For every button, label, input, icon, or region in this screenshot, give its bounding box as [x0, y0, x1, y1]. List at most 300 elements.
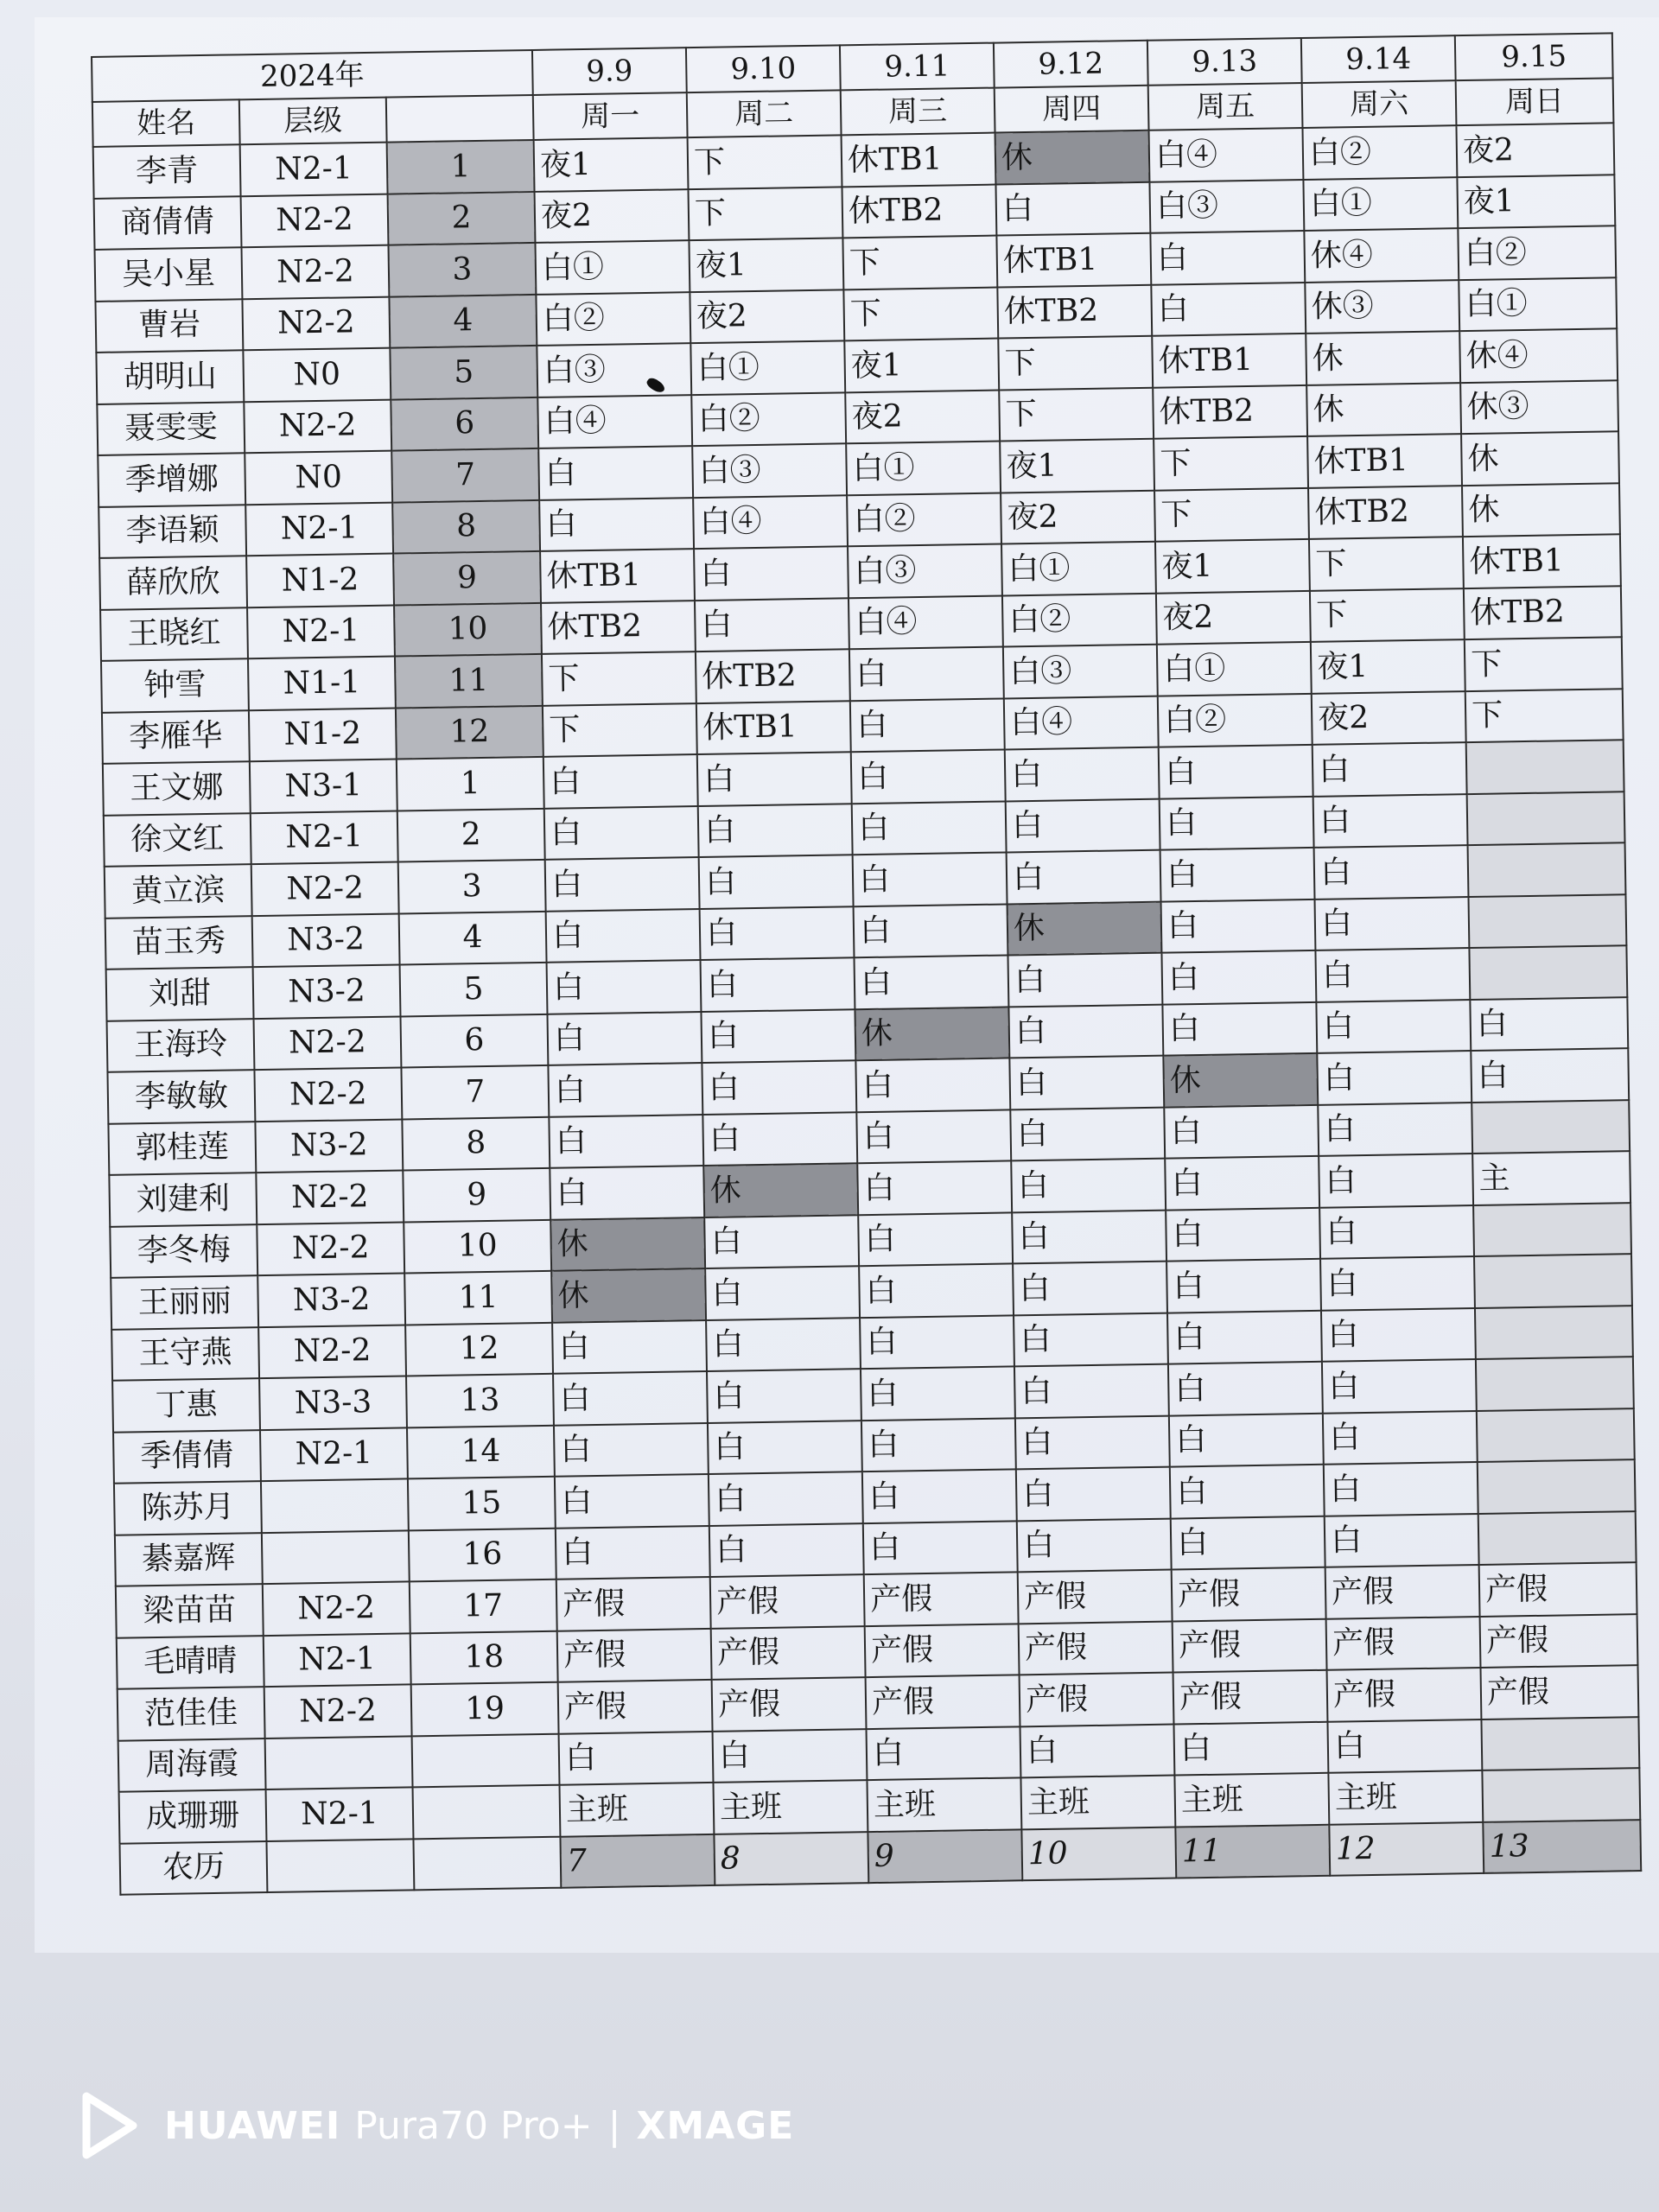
- shift-cell: 夜2: [1156, 590, 1311, 644]
- shift-cell: 产假: [866, 1675, 1020, 1728]
- shift-cell: 夜1: [1000, 439, 1154, 493]
- shift-cell: 夜2: [845, 390, 1000, 443]
- staff-number-cell: 12: [405, 1322, 553, 1376]
- shift-cell: 白: [1324, 1462, 1478, 1516]
- staff-number-cell: 11: [404, 1271, 552, 1325]
- shift-cell: 夜2: [1456, 123, 1614, 176]
- shift-cell: 产假: [1480, 1614, 1638, 1668]
- shift-cell: 白: [1007, 953, 1162, 1007]
- shift-cell: 白: [1150, 231, 1305, 284]
- shift-cell: 下: [842, 236, 997, 289]
- date-header: 9.9: [532, 48, 687, 95]
- shift-cell: 休: [1461, 431, 1619, 485]
- shift-cell: 白: [859, 1263, 1014, 1317]
- staff-number-cell: 6: [400, 1014, 548, 1067]
- shift-cell: 白: [1015, 1415, 1170, 1469]
- shift-cell: 白: [1315, 948, 1470, 1001]
- shift-cell: 夜1: [534, 137, 689, 191]
- staff-level-cell: N3-2: [255, 1119, 403, 1173]
- shift-cell: 白②: [1158, 693, 1313, 747]
- shift-cell: 休③: [1305, 280, 1459, 334]
- shift-cell: 休: [1306, 331, 1460, 385]
- staff-name-cell: 钟雪: [101, 658, 249, 712]
- staff-number-cell: 18: [410, 1630, 558, 1684]
- shift-cell: 白: [699, 855, 854, 908]
- shift-cell: [1467, 791, 1625, 845]
- shift-cell: 产假: [710, 1574, 865, 1628]
- name-column-header: 姓名: [92, 99, 240, 147]
- staff-name-cell: 苗玉秀: [105, 916, 253, 969]
- shift-cell: 产假: [1020, 1673, 1174, 1726]
- shift-cell: 下: [542, 652, 696, 705]
- staff-name-cell: 黄立滨: [105, 864, 252, 918]
- staff-number-cell: [413, 1785, 561, 1839]
- staff-level-cell: N2-1: [251, 810, 398, 864]
- staff-level-cell: N1-1: [248, 657, 396, 710]
- shift-cell: 白: [849, 646, 1004, 700]
- number-column-header: [386, 95, 534, 143]
- staff-number-cell: 9: [393, 551, 541, 605]
- shift-cell: 白: [704, 1215, 859, 1268]
- shift-cell: 白①: [1157, 642, 1312, 696]
- shift-cell: 下: [688, 135, 842, 188]
- date-header: 9.10: [686, 45, 841, 92]
- lunar-day-cell: 9: [868, 1829, 1022, 1883]
- shift-cell: 白: [853, 852, 1007, 906]
- shift-cell: 白: [1161, 950, 1316, 1004]
- staff-level-cell: N2-2: [263, 1581, 410, 1635]
- shift-cell: 白: [1165, 1156, 1319, 1210]
- shift-cell: 白: [1008, 1004, 1163, 1058]
- shift-cell: 白: [1170, 1465, 1325, 1518]
- shift-cell: 白: [1325, 1513, 1479, 1567]
- staff-name-cell: 季倩倩: [113, 1430, 261, 1484]
- shift-cell: 下: [843, 287, 998, 340]
- staff-number-cell: 5: [390, 346, 537, 399]
- shift-cell: 主班: [559, 1783, 714, 1836]
- staff-number-cell: 13: [406, 1374, 554, 1427]
- shift-cell: 主班: [713, 1780, 868, 1834]
- shift-cell: 白: [1470, 997, 1628, 1051]
- staff-name-cell: 陈苏月: [114, 1481, 262, 1535]
- staff-level-cell: N2-2: [251, 862, 399, 916]
- staff-level-cell: N2-2: [257, 1222, 404, 1275]
- shift-cell: 白②: [1302, 125, 1457, 179]
- staff-number-cell: 15: [408, 1477, 556, 1530]
- shift-cell: 白: [709, 1471, 863, 1525]
- shift-cell: [1482, 1768, 1640, 1821]
- shift-cell: 白: [707, 1369, 861, 1422]
- shift-cell: 下: [543, 703, 697, 757]
- shift-cell: 白: [543, 754, 698, 808]
- staff-level-cell: [265, 1736, 413, 1789]
- shift-cell: 白: [1005, 747, 1160, 801]
- shift-cell: 夜2: [535, 189, 690, 243]
- staff-level-cell: [261, 1478, 409, 1532]
- date-header: 9.14: [1301, 35, 1456, 83]
- staff-number-cell: 17: [410, 1580, 557, 1633]
- staff-name-cell: 刘建利: [109, 1173, 257, 1226]
- staff-name-cell: 成珊珊: [119, 1789, 267, 1843]
- shift-cell: 产假: [1019, 1621, 1173, 1675]
- shift-cell: 产假: [1018, 1570, 1173, 1624]
- shift-cell: 白④: [849, 595, 1003, 649]
- shift-cell: 白: [545, 857, 700, 911]
- shift-cell: 白: [854, 955, 1008, 1008]
- shift-cell: 白: [1167, 1310, 1322, 1363]
- staff-level-cell: N0: [245, 451, 392, 505]
- staff-name-cell: 王丽丽: [111, 1275, 258, 1329]
- shift-cell: 主班: [867, 1777, 1021, 1831]
- shift-cell: 产假: [1479, 1562, 1637, 1616]
- shift-cell: 白②: [847, 493, 1001, 546]
- shift-cell: 白③: [1003, 645, 1158, 698]
- shift-cell: 白④: [693, 495, 848, 549]
- lunar-day-cell: 7: [560, 1834, 715, 1887]
- staff-name-cell: 薛欣欣: [99, 556, 247, 609]
- shift-cell: 白: [1318, 1103, 1472, 1156]
- shift-cell: 白: [1014, 1364, 1169, 1418]
- weekday-header: 周六: [1302, 80, 1457, 128]
- empty-cell: [413, 1836, 561, 1890]
- shift-cell: 白: [544, 806, 699, 860]
- shift-cell: 白: [862, 1469, 1017, 1522]
- staff-level-cell: N2-2: [242, 296, 390, 350]
- staff-level-cell: N3-3: [259, 1376, 407, 1429]
- shift-cell: 白: [705, 1266, 860, 1319]
- shift-cell: 白: [850, 698, 1005, 752]
- staff-name-cell: 丁惠: [112, 1378, 260, 1432]
- shift-cell: 白: [867, 1726, 1021, 1780]
- shift-cell: 白: [1168, 1362, 1323, 1415]
- shift-cell: 白: [538, 446, 693, 499]
- staff-name-cell: 王晓红: [100, 607, 248, 661]
- staff-name-cell: 王文娜: [103, 761, 251, 815]
- staff-number-cell: 10: [394, 602, 542, 656]
- shift-cell: 白③: [537, 343, 691, 397]
- shift-cell: [1468, 842, 1626, 896]
- staff-level-cell: N3-2: [253, 965, 401, 1019]
- shift-cell: 休: [995, 130, 1150, 184]
- shift-cell: 休: [855, 1007, 1009, 1060]
- staff-name-cell: 吴小星: [95, 247, 243, 301]
- staff-name-cell: 周海霞: [118, 1738, 266, 1792]
- shift-cell: 产假: [1326, 1616, 1481, 1669]
- lunar-day-cell: 11: [1175, 1824, 1330, 1878]
- shift-cell: 产假: [1172, 1567, 1326, 1621]
- shift-cell: 休TB2: [997, 284, 1152, 338]
- shift-cell: 白③: [848, 544, 1002, 598]
- shift-cell: 白: [695, 598, 849, 652]
- shift-cell: 产假: [711, 1626, 866, 1680]
- staff-name-cell: 范佳佳: [118, 1687, 265, 1740]
- shift-cell: 产假: [864, 1572, 1019, 1625]
- staff-name-cell: 李青: [93, 144, 241, 198]
- staff-number-cell: 19: [411, 1682, 559, 1736]
- shift-cell: 白④: [1004, 696, 1159, 749]
- shift-cell: 产假: [865, 1624, 1020, 1677]
- staff-number-cell: 4: [399, 911, 547, 964]
- staff-name-cell: 季增娜: [98, 453, 245, 506]
- shift-cell: 白: [856, 1109, 1011, 1163]
- shift-cell: 主班: [1328, 1770, 1483, 1824]
- shift-cell: 白④: [537, 395, 692, 448]
- shift-cell: 休TB1: [540, 549, 695, 602]
- watermark-separator: |: [607, 2103, 621, 2148]
- shift-cell: 白: [701, 957, 855, 1011]
- shift-cell: [1475, 1306, 1633, 1359]
- shift-cell: [1471, 1100, 1630, 1154]
- shift-cell: 白: [708, 1421, 862, 1474]
- shift-cell: 白: [1319, 1205, 1474, 1259]
- level-column-header: 层级: [239, 98, 387, 145]
- shift-cell: 白: [855, 1058, 1010, 1111]
- shift-cell: 白: [694, 546, 849, 600]
- date-header: 9.15: [1455, 33, 1613, 80]
- weekday-header: 周三: [841, 88, 995, 136]
- shift-cell: 产假: [1327, 1668, 1482, 1721]
- shift-cell: 下: [1309, 537, 1464, 590]
- staff-number-cell: 8: [392, 499, 540, 553]
- lunar-label: 农历: [119, 1841, 267, 1895]
- shift-cell: 休TB2: [842, 184, 996, 238]
- shift-cell: 白: [1016, 1467, 1171, 1521]
- shift-cell: 休③: [1460, 380, 1618, 434]
- shift-cell: 夜1: [1311, 639, 1465, 693]
- shift-cell: 白: [995, 181, 1150, 235]
- weekday-header: 周二: [687, 90, 842, 137]
- shift-cell: 白: [1161, 899, 1316, 952]
- staff-level-cell: N2-2: [241, 194, 389, 247]
- staff-level-cell: N2-1: [260, 1427, 408, 1481]
- shift-cell: [1478, 1511, 1637, 1565]
- weekday-header: 周四: [995, 86, 1149, 133]
- shift-cell: 白: [861, 1366, 1015, 1420]
- shift-cell: [1476, 1357, 1634, 1410]
- staff-name-cell: 李敏敏: [107, 1070, 255, 1123]
- shift-cell: 休TB2: [1308, 486, 1463, 539]
- shift-cell: 白: [1006, 798, 1160, 852]
- staff-level-cell: N2-1: [266, 1787, 414, 1840]
- shift-cell: 白: [1020, 1724, 1174, 1777]
- shift-cell: 白: [1166, 1259, 1321, 1313]
- staff-name-cell: 聂雯雯: [97, 402, 245, 455]
- shift-cell: 夜1: [1155, 539, 1310, 593]
- weekday-header: 周五: [1148, 83, 1303, 130]
- staff-name-cell: 徐文红: [104, 813, 251, 867]
- shift-cell: 白: [1012, 1210, 1166, 1263]
- shift-cell: 白: [1164, 1104, 1319, 1158]
- shift-cell: 下: [1154, 487, 1309, 541]
- shift-cell: 休④: [1459, 328, 1618, 382]
- shift-cell: 主: [1472, 1151, 1630, 1205]
- shift-cell: 白: [1313, 794, 1468, 848]
- staff-name-cell: 李冬梅: [110, 1224, 257, 1278]
- shift-cell: 休TB1: [996, 233, 1151, 287]
- shift-cell: 产假: [712, 1677, 867, 1731]
- shift-cell: 休: [551, 1268, 706, 1322]
- shift-cell: 白: [702, 1060, 856, 1114]
- shift-cell: 白: [706, 1318, 861, 1371]
- shift-cell: 下: [688, 187, 842, 240]
- shift-cell: 休: [1462, 483, 1620, 537]
- staff-level-cell: N2-2: [241, 245, 389, 299]
- staff-name-cell: 曹岩: [95, 299, 243, 353]
- staff-number-cell: 3: [398, 860, 546, 913]
- shift-cell: 白: [547, 1012, 702, 1065]
- shift-cell: 白①: [1459, 277, 1617, 331]
- shift-cell: 白: [702, 1112, 857, 1166]
- shift-cell: 白: [554, 1422, 709, 1476]
- shift-cell: 白: [1321, 1308, 1476, 1362]
- shift-cell: 夜2: [690, 289, 844, 343]
- roster-body: [92, 33, 1641, 1894]
- shift-cell: 休TB1: [1152, 334, 1306, 387]
- shift-cell: 白①: [690, 340, 845, 394]
- shift-cell: 下: [1154, 436, 1308, 490]
- staff-number-cell: 8: [402, 1116, 550, 1170]
- shift-cell: 产假: [1480, 1665, 1638, 1719]
- shift-cell: 白: [556, 1525, 710, 1579]
- shift-cell: 白: [559, 1731, 714, 1784]
- shift-cell: 白③: [692, 443, 847, 497]
- staff-level-cell: N2-2: [264, 1684, 412, 1738]
- staff-number-cell: 10: [404, 1219, 551, 1273]
- shift-cell: [1477, 1408, 1635, 1462]
- shift-cell: 产假: [558, 1680, 713, 1733]
- shift-roster-table: [91, 32, 1642, 1895]
- shift-cell: 下: [1465, 689, 1624, 742]
- camera-logo-icon: [79, 2091, 140, 2160]
- shift-cell: 白: [1320, 1256, 1475, 1310]
- staff-number-cell: [412, 1733, 560, 1787]
- watermark-model: Pura70 Pro+: [354, 2103, 593, 2148]
- staff-name-cell: 李语颖: [99, 505, 246, 558]
- staff-level-cell: N2-1: [264, 1633, 411, 1687]
- shift-cell: 白: [1471, 1048, 1629, 1102]
- shift-cell: 白: [1169, 1413, 1324, 1466]
- shift-cell: [1473, 1203, 1631, 1256]
- shift-cell: 白④: [1148, 128, 1303, 181]
- shift-cell: 白: [1171, 1516, 1325, 1569]
- shift-cell: 白②: [1002, 593, 1157, 646]
- shift-cell: 白①: [1303, 177, 1458, 231]
- shift-cell: 白: [1159, 745, 1313, 798]
- shift-cell: 白: [700, 906, 855, 960]
- shift-cell: 夜2: [1312, 691, 1466, 745]
- staff-name-cell: 刘甜: [106, 967, 254, 1020]
- staff-number-cell: 1: [387, 140, 535, 194]
- staff-name-cell: 商倩倩: [94, 196, 242, 250]
- shift-cell: 主班: [1174, 1773, 1329, 1827]
- shift-cell: 白②: [691, 392, 846, 446]
- shift-cell: 白: [1319, 1154, 1473, 1207]
- staff-name-cell: 毛晴晴: [117, 1636, 264, 1689]
- shift-cell: 白: [1160, 848, 1315, 901]
- staff-level-cell: N2-2: [256, 1170, 404, 1224]
- shift-cell: 白: [698, 804, 853, 857]
- shift-cell: 白: [863, 1521, 1018, 1574]
- shift-cell: 夜1: [844, 339, 999, 392]
- shift-cell: [1468, 894, 1626, 948]
- staff-level-cell: N1-2: [249, 708, 397, 761]
- empty-cell: [266, 1839, 414, 1892]
- shift-cell: 白: [709, 1523, 864, 1577]
- shift-cell: 休TB1: [842, 133, 996, 187]
- weekday-header: 周日: [1456, 78, 1614, 125]
- shift-cell: 白: [857, 1160, 1012, 1214]
- staff-number-cell: 7: [401, 1065, 549, 1119]
- staff-level-cell: N3-1: [250, 760, 397, 813]
- watermark-xmage: XMAGE: [636, 2103, 795, 2148]
- lunar-day-cell: 13: [1483, 1820, 1641, 1873]
- shift-cell: 夜1: [689, 238, 843, 291]
- shift-cell: 白: [546, 909, 701, 963]
- lunar-day-cell: 10: [1021, 1827, 1176, 1880]
- staff-level-cell: N3-2: [252, 913, 400, 967]
- shift-cell: 白: [1317, 1051, 1471, 1104]
- date-header: 9.13: [1147, 38, 1302, 86]
- shift-cell: [1469, 945, 1627, 999]
- watermark-brand: HUAWEI: [164, 2103, 341, 2148]
- staff-level-cell: N2-1: [247, 605, 395, 658]
- shift-cell: 夜1: [1457, 175, 1615, 228]
- staff-number-cell: 2: [388, 191, 536, 245]
- staff-number-cell: 3: [388, 243, 536, 296]
- shift-cell: 白: [1010, 1107, 1165, 1160]
- shift-cell: 休TB1: [1463, 534, 1621, 588]
- shift-cell: 休: [1306, 383, 1461, 436]
- staff-level-cell: [262, 1530, 410, 1584]
- shift-cell: 白: [552, 1319, 707, 1373]
- shift-cell: 下: [1465, 637, 1623, 690]
- weekday-header: 周一: [533, 92, 688, 140]
- shift-cell: 白: [1327, 1719, 1482, 1772]
- shift-cell: 白: [1322, 1359, 1477, 1413]
- shift-cell: 白①: [1001, 542, 1156, 595]
- shift-cell: 产假: [1173, 1670, 1328, 1724]
- shift-cell: 休TB1: [1307, 434, 1462, 487]
- shift-cell: 白: [1013, 1262, 1167, 1315]
- staff-name-cell: 梁苗苗: [116, 1584, 264, 1637]
- shift-cell: 白: [861, 1418, 1016, 1471]
- shift-cell: 白: [1314, 897, 1469, 950]
- shift-cell: 下: [998, 336, 1153, 390]
- shift-cell: 白: [851, 749, 1006, 803]
- staff-number-cell: 16: [409, 1528, 556, 1581]
- shift-cell: 白: [1160, 796, 1314, 849]
- shift-cell: 白: [549, 1115, 703, 1168]
- shift-cell: 白: [1166, 1207, 1320, 1261]
- shift-cell: 休: [703, 1163, 858, 1217]
- shift-cell: 白: [1313, 742, 1467, 796]
- staff-level-cell: N2-2: [258, 1325, 406, 1378]
- staff-name-cell: 胡明山: [96, 350, 244, 404]
- shift-cell: 休TB2: [696, 649, 850, 702]
- staff-name-cell: 綦嘉辉: [115, 1533, 263, 1586]
- shift-cell: 白: [1007, 850, 1161, 904]
- shift-cell: 白: [1316, 1000, 1471, 1053]
- shift-cell: [1481, 1717, 1639, 1770]
- shift-cell: 休④: [1304, 228, 1459, 282]
- staff-number-cell: 11: [395, 654, 543, 708]
- shift-cell: 下: [999, 387, 1154, 441]
- shift-cell: 产假: [557, 1628, 712, 1681]
- shift-cell: [1478, 1459, 1636, 1513]
- shift-cell: 休: [550, 1217, 705, 1271]
- staff-name-cell: 郭桂莲: [108, 1122, 256, 1175]
- staff-number-cell: 1: [397, 757, 544, 810]
